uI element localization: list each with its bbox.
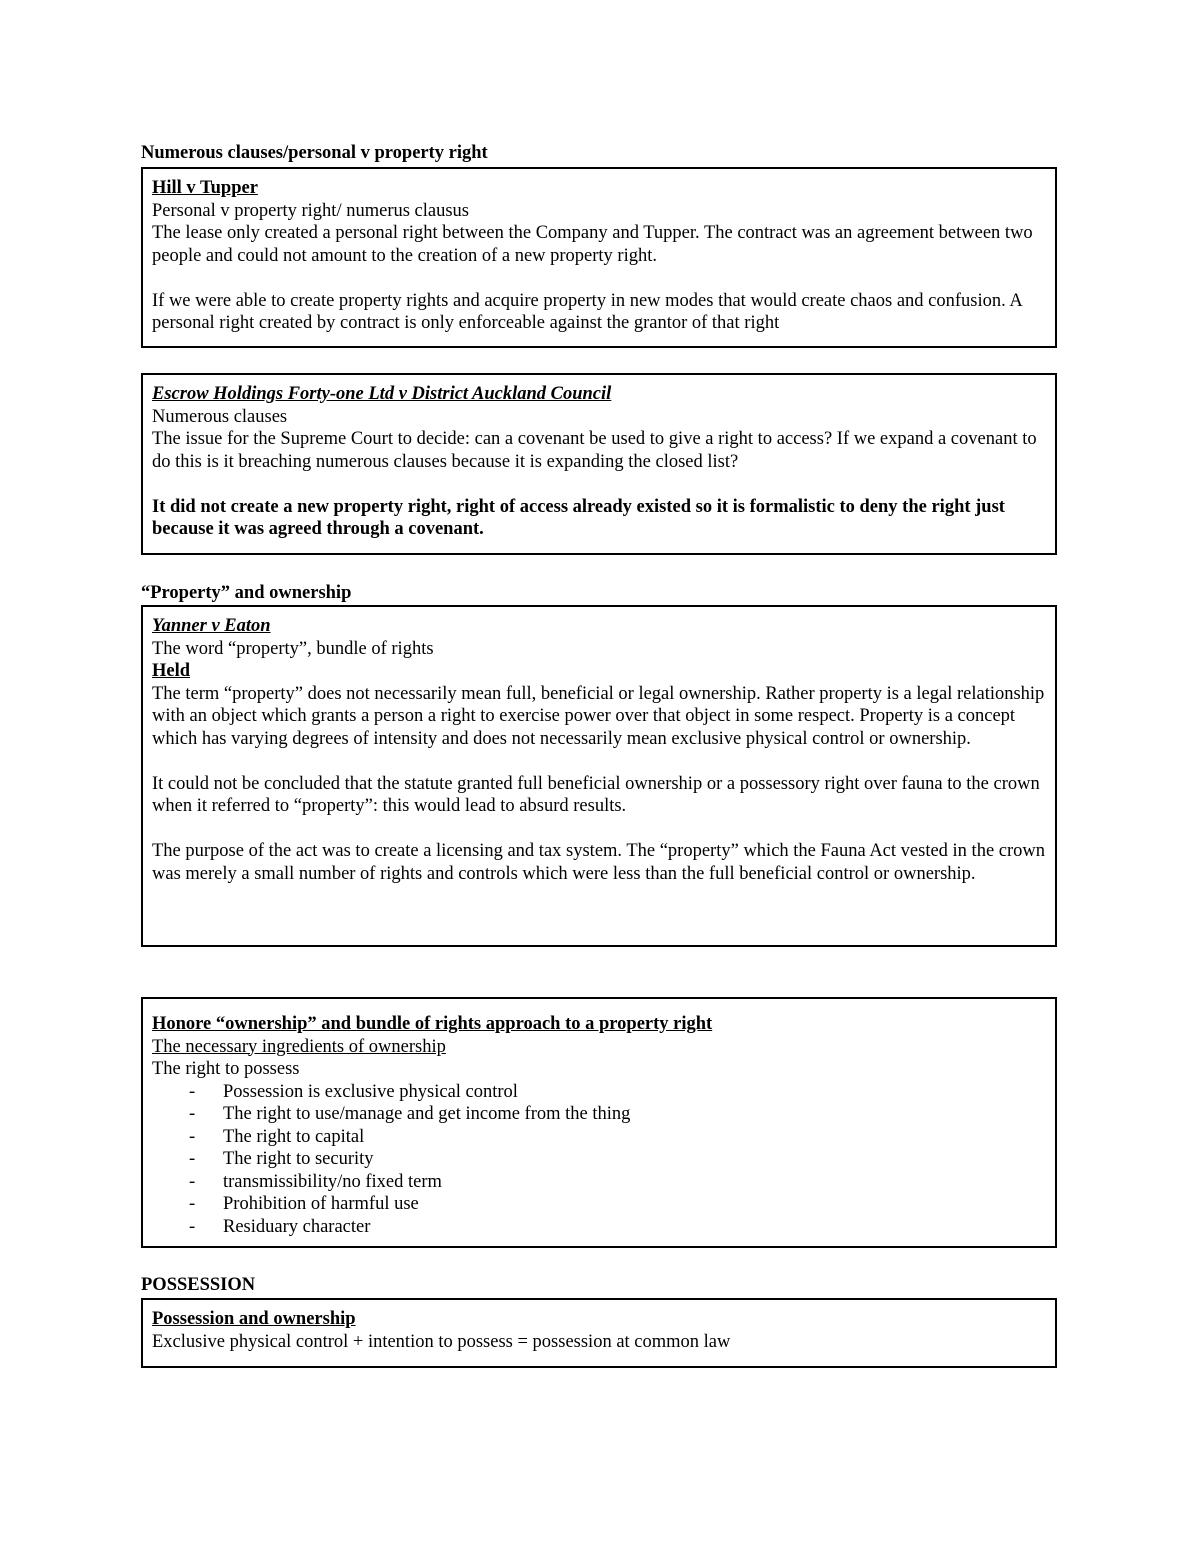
case-title: Possession and ownership [152, 1309, 356, 1329]
held-label: Held [152, 661, 191, 681]
case-box-yanner-v-eaton [141, 605, 1057, 947]
case-title: Hill v Tupper [152, 178, 258, 198]
list-item: - Residuary character [152, 1216, 1046, 1239]
list-item: - Prohibition of harmful use [152, 1193, 1046, 1216]
case-paragraph: The purpose of the act was to create a licensing and tax system. The “property” which the Fauna Act vested in the crown was merely a small number of rights and controls which were less than the full beneficial control or ownership. [152, 841, 1046, 884]
case-title: Escrow Holdings Forty-one Ltd v District Auckland Council [152, 384, 612, 404]
section-heading-property-ownership: “Property” and ownership [141, 583, 352, 603]
case-subtitle: The word “property”, bundle of rights [152, 638, 434, 659]
section-heading-numerous-clauses: Numerous clauses/personal v property right [141, 143, 488, 163]
case-title: Yanner v Eaton [152, 616, 271, 636]
case-paragraph: It could not be concluded that the statute granted full beneficial ownership or a possessory right over fauna to the crown when it referred to “property”: this would lead to absurd results. [152, 773, 1040, 816]
case-box-honore [141, 997, 1057, 1248]
section-heading-possession: POSSESSION [141, 1275, 256, 1295]
case-paragraph: The lease only created a personal right between the Company and Tupper. The contract was an agreement between two people and could not amount to the creation of a new property right. [152, 223, 1033, 266]
list-intro: The right to possess [152, 1059, 300, 1079]
case-subtitle: Numerous clauses [152, 406, 288, 427]
list-item: - The right to security [152, 1148, 1046, 1171]
case-paragraph: If we were able to create property rights and acquire property in new modes that would create chaos and confusion. A personal right created by contract is only enforceable against the grantor of that right [152, 290, 1022, 333]
case-holding: It did not create a new property right, right of access already existed so it is formalistic to deny the right just because it was agreed through a covenant. [152, 496, 1005, 539]
ownership-ingredients-list [152, 1081, 1046, 1239]
list-item: - The right to capital [152, 1126, 1046, 1149]
case-paragraph: The issue for the Supreme Court to decide: can a covenant be used to give a right to access? If we expand a covenant to do this is it breaching numerous clauses because it is expanding the closed list? [152, 429, 1037, 472]
case-title: Honore “ownership” and bundle of rights approach to a property right [152, 1014, 713, 1034]
case-box-possession-ownership [141, 1298, 1057, 1368]
case-paragraph: The term “property” does not necessarily mean full, beneficial or legal ownership. Rather property is a legal relationship with an object which grants a person a right to exercise power over that object in some respect. Property is a concept which has varying degrees of intensity and does not necessarily mean exclusive physical control or ownership. [152, 683, 1045, 749]
case-box-hill-v-tupper [141, 167, 1057, 348]
list-item: - The right to use/manage and get income from the thing [152, 1103, 1046, 1126]
list-item: - transmissibility/no fixed term [152, 1171, 1046, 1194]
case-subtitle: The necessary ingredients of ownership [152, 1036, 446, 1057]
case-subtitle: Personal v property right/ numerus clausus [152, 200, 470, 221]
case-box-escrow-holdings [141, 373, 1057, 555]
case-paragraph: Exclusive physical control + intention to possess = possession at common law [152, 1331, 731, 1352]
list-item: - Possession is exclusive physical control [152, 1081, 1046, 1104]
